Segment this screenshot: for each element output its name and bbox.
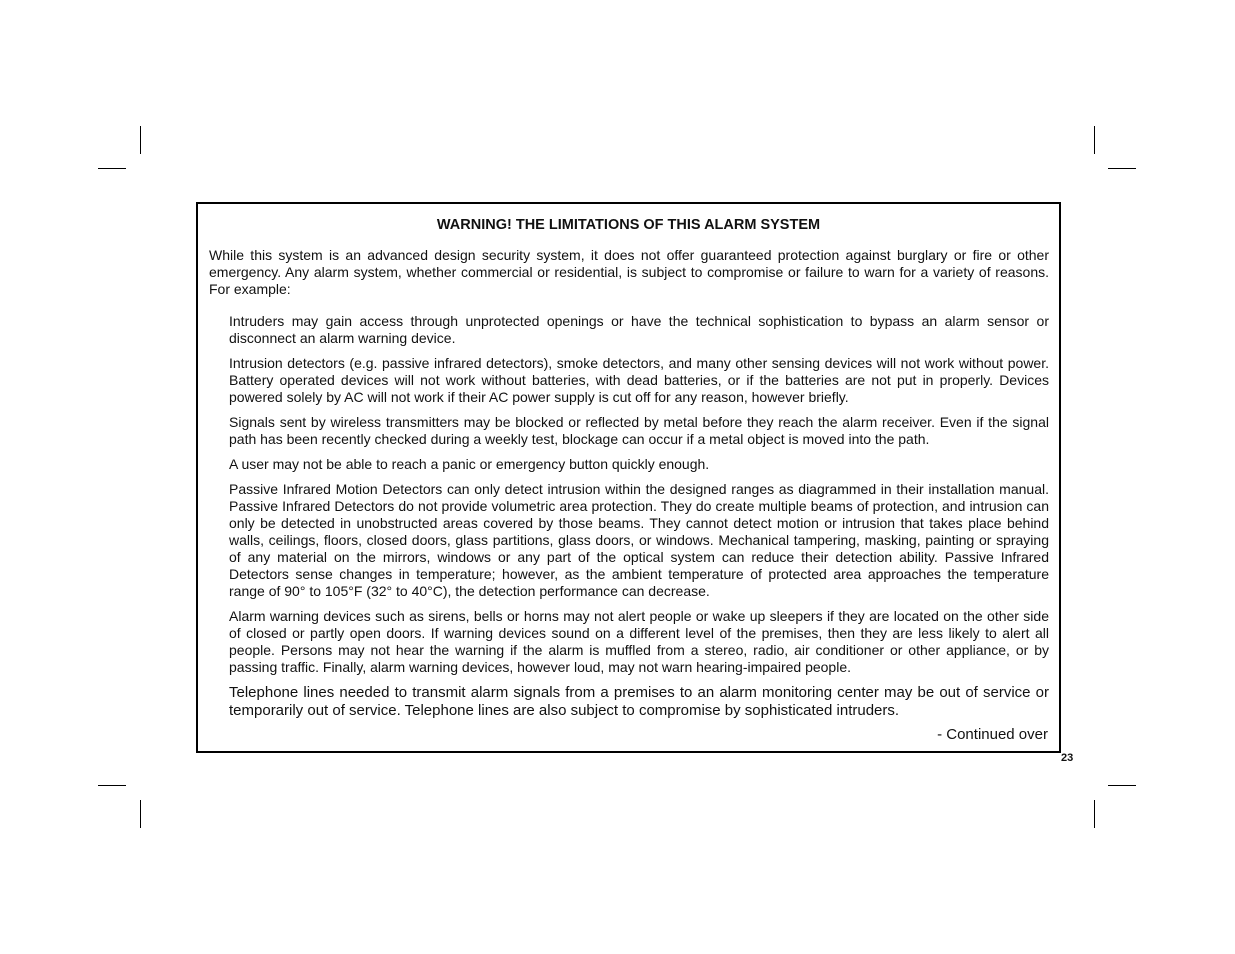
crop-mark-top-right-horizontal (1108, 168, 1136, 169)
crop-mark-bottom-right-vertical (1094, 800, 1095, 828)
crop-mark-top-left-vertical (140, 126, 141, 154)
continued-note: - Continued over (937, 726, 1048, 743)
limitation-item: Signals sent by wireless transmitters may be blocked or reflected by metal before they reach the alarm receiver. Even if the signal path has been recently checked during a weekly test, blockage can occur if a metal object is moved into the path. (229, 414, 1049, 447)
crop-mark-bottom-left-horizontal (98, 785, 126, 786)
crop-mark-top-left-horizontal (98, 168, 126, 169)
limitation-item: A user may not be able to reach a panic or emergency button quickly enough. (229, 456, 710, 472)
warning-box (196, 202, 1061, 753)
limitation-item: Telephone lines needed to transmit alarm signals from a premises to an alarm monitoring center may be out of service or temporarily out of service. Telephone lines are also subject to compromise by sophisticated intruders. (229, 684, 1049, 719)
page-number: 23 (1061, 752, 1074, 764)
limitation-item: Alarm warning devices such as sirens, bells or horns may not alert people or wake up sleepers if they are located on the other side of closed or partly open doors. If warning devices sound on a different level of the premises, then they are less likely to alert all people. Persons may not hear the warning if the alarm is muffled from a stereo, radio, air conditioner or other appliance, or by passing traffic. Finally, alarm warning devices, however loud, may not warn hearing-impaired people. (229, 608, 1049, 675)
crop-mark-bottom-right-horizontal (1108, 785, 1136, 786)
limitation-item: Intruders may gain access through unprotected openings or have the technical sophistication to bypass an alarm sensor or disconnect an alarm warning device. (229, 313, 1049, 346)
limitation-item: Passive Infrared Motion Detectors can only detect intrusion within the designed ranges as diagrammed in their installation manual. Passive Infrared Detectors do not provide volumetric area protection. They do create multiple beams of protection, and intrusion can only be detected in unobstructed areas covered by those beams. They cannot detect motion or intrusion that takes place behind walls, ceilings, floors, closed doors, glass partitions, glass doors, or windows. Mechanical tampering, masking, painting or spraying of any material on the mirrors, windows or any part of the optical system can reduce their detection ability. Passive Infrared Detectors sense changes in temperature; however, as the ambient temperature of protected area approaches the temperature range of 90° to 105°F (32° to 40°C), the detection performance can decrease. (229, 481, 1049, 599)
warning-title: WARNING! THE LIMITATIONS OF THIS ALARM SYSTEM (436, 217, 821, 233)
limitations-list (229, 313, 1049, 728)
warning-intro: While this system is an advanced design security system, it does not offer guaranteed protection against burglary or fire or other emergency. Any alarm system, whether commercial or residential, is subject to compromise or failure to warn for a variety of reasons. For example: (209, 247, 1049, 297)
crop-mark-bottom-left-vertical (140, 800, 141, 828)
crop-mark-top-right-vertical (1094, 126, 1095, 154)
limitation-item: Intrusion detectors (e.g. passive infrared detectors), smoke detectors, and many other sensing devices will not work without power. Battery operated devices will not work without batteries, with dead batteries, or if the batteries are not put in properly. Devices powered solely by AC will not work if their AC power supply is cut off for any reason, however briefly. (229, 355, 1049, 405)
